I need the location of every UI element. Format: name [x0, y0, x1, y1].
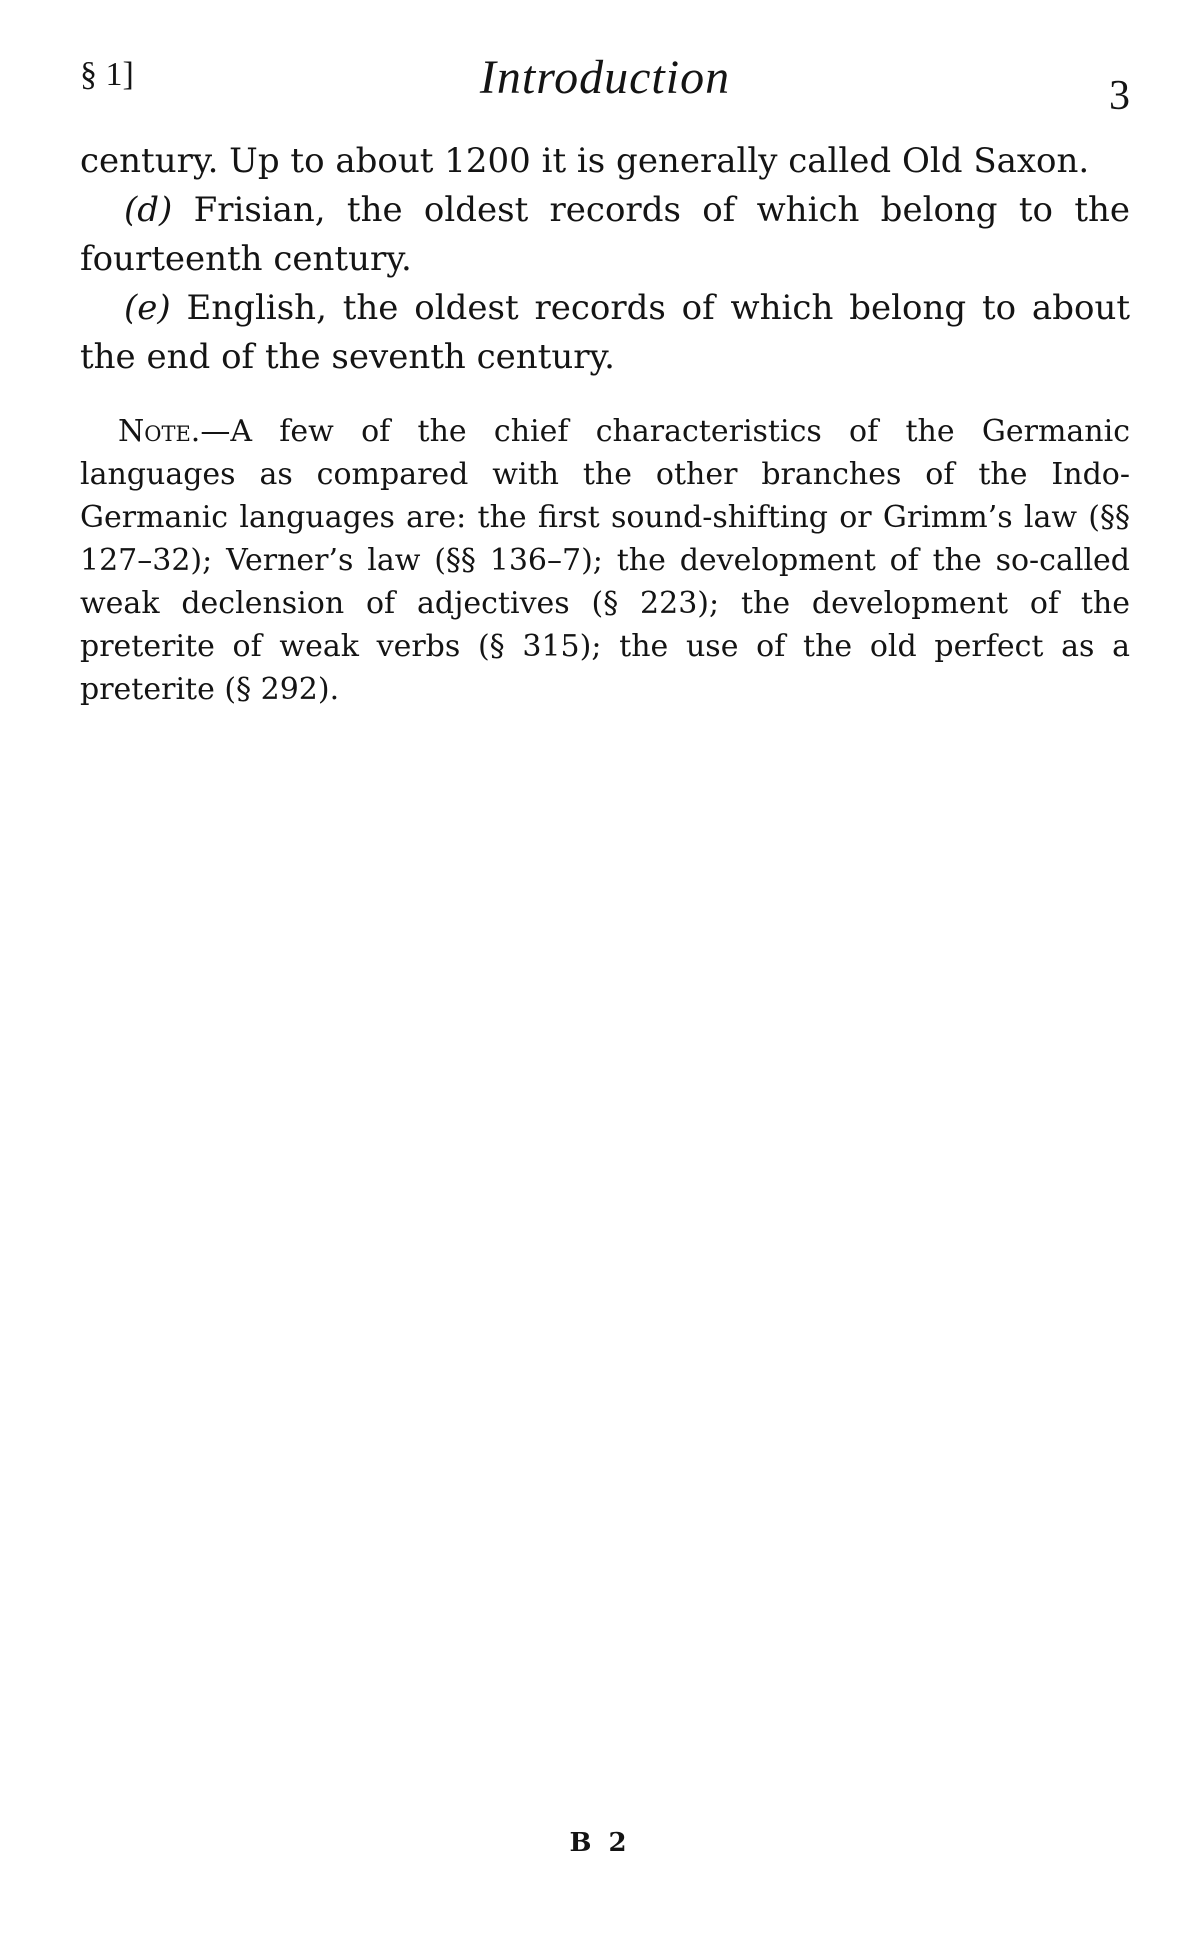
page-number: 3	[1109, 73, 1130, 119]
item-label: (d)	[124, 190, 173, 230]
section-reference: § 1]	[80, 56, 134, 93]
note-text: —A few of the chief characteristics of the Germanic languages as compared with the other branches of the Indo-Germanic languages are: the first sound-shifting or Grimm’s law (§§ 127–32); Verner’s law (§§ 136–7); the development of the so-called weak declension of adjectives (§ 223); the development of the preterite of weak verbs (§ 315); the use of the old perfect as a preterite (§ 292).	[80, 414, 1130, 707]
body-text	[80, 137, 1130, 711]
signature-mark: B 2	[569, 1828, 631, 1858]
paragraph-old-saxon	[80, 137, 1130, 186]
paragraph-frisian	[80, 186, 1130, 284]
item-label: (e)	[124, 288, 171, 328]
note-paragraph	[80, 410, 1130, 711]
paragraph-text: English, the oldest records of which belong to about the end of the seventh century.	[80, 288, 1130, 377]
running-header	[80, 50, 1130, 120]
paragraph-english	[80, 284, 1130, 382]
running-title: Introduction	[479, 51, 731, 104]
paragraph-text: century. Up to about	[80, 141, 445, 181]
note-label: Note.	[118, 414, 201, 449]
paragraph-text: Frisian, the oldest records of which belong to the fourteenth century.	[80, 190, 1130, 279]
paragraph-text: it is generally called Old Saxon.	[530, 141, 1090, 181]
year-number: 1200	[444, 141, 531, 181]
